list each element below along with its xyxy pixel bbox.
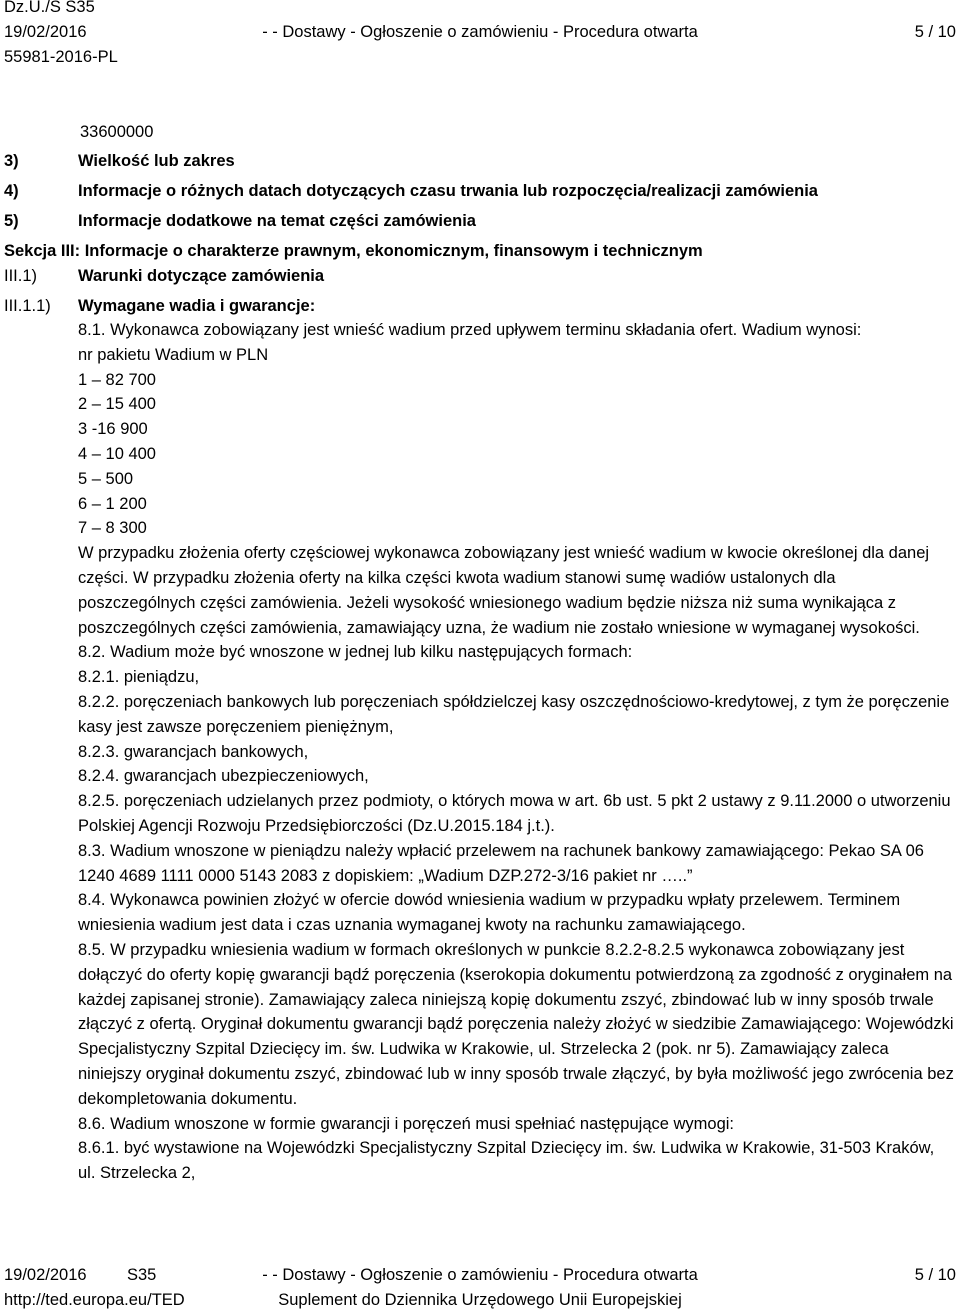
section-3-title: Sekcja III: Informacje o charakterze prawnym, ekonomicznym, finansowym i technicznym bbox=[4, 242, 703, 260]
paragraph-8-2-2: 8.2.2. poręczeniach bankowych lub poręczeniach spółdzielczej kasy oszczędnościowo-kredytowej, z tym że poręczenie kasy jest zawsze poręczeniem pieniężnym, bbox=[78, 692, 950, 736]
section-iii1-number: III.1) bbox=[4, 267, 38, 285]
section-iii11-heading: Wymagane wadia i gwarancje: bbox=[78, 297, 316, 315]
item-4-number: 4) bbox=[4, 182, 19, 200]
footer-page-number: 5 / 10 bbox=[914, 1266, 956, 1284]
footer-url[interactable]: http://ted.europa.eu/TED bbox=[4, 1291, 185, 1309]
paragraph-8-6-1: 8.6.1. być wystawione na Wojewódzki Specjalistyczny Szpital Dziecięcy im. św. Ludwika w Krakowie, 31-503 Kraków, ul. Strzelecka 2, bbox=[78, 1139, 935, 1183]
deposit-requirements-text bbox=[78, 318, 956, 1186]
paragraph-8-2-1: 8.2.1. pieniądzu, bbox=[78, 668, 200, 687]
paragraph-8-4: 8.4. Wykonawca powinien złożyć w ofercie dowód wniesienia wadium w przypadku wpłaty przelewem. Terminem wniesienia wadium jest data i czas uznania wymaganej kwoty na rachunku zamawiającego. bbox=[78, 891, 901, 935]
deposit-table-header: nr pakietu Wadium w PLN bbox=[78, 345, 269, 364]
deposit-row: 5 – 500 bbox=[78, 469, 134, 488]
paragraph-8-3: 8.3. Wadium wnoszone w pieniądzu należy wpłacić przelewem na rachunek bankowy zamawiającego: Pekao SA 06 1240 4689 1111 0000 5143 2083 z dopiskiem: „Wadium DZP.272-3/16 pakiet nr …..” bbox=[78, 841, 924, 885]
footer-supplement: Suplement do Dziennika Urzędowego Unii Europejskiej bbox=[278, 1291, 682, 1309]
section-iii11-number: III.1.1) bbox=[4, 297, 51, 315]
document-id: 55981-2016-PL bbox=[4, 48, 118, 66]
item-5-number: 5) bbox=[4, 212, 19, 230]
deposit-row: 2 – 15 400 bbox=[78, 395, 156, 414]
paragraph-8-2-4: 8.2.4. gwarancjach ubezpieczeniowych, bbox=[78, 767, 369, 786]
deposit-row: 3 -16 900 bbox=[78, 420, 148, 439]
item-5-heading: Informacje dodatkowe na temat części zamówienia bbox=[78, 212, 476, 230]
item-3-number: 3) bbox=[4, 152, 19, 170]
header-page-number: 5 / 10 bbox=[914, 23, 956, 41]
header-title: - - Dostawy - Ogłoszenie o zamówieniu - Procedura otwarta bbox=[262, 23, 698, 41]
footer-title: - - Dostawy - Ogłoszenie o zamówieniu - Procedura otwarta bbox=[262, 1266, 698, 1284]
item-4-heading: Informacje o różnych datach dotyczących czasu trwania lub rozpoczęcia/realizacji zamówienia bbox=[78, 182, 818, 200]
paragraph-8-1: 8.1. Wykonawca zobowiązany jest wnieść wadium przed upływem terminu składania ofert. Wadium wynosi: bbox=[78, 321, 862, 339]
paragraph-8-6: 8.6. Wadium wnoszone w formie gwarancji i poręczeń musi spełniać następujące wymogi: bbox=[78, 1114, 735, 1133]
paragraph-8-2: 8.2. Wadium może być wnoszone w jednej lub kilku następujących formach: bbox=[78, 643, 633, 662]
footer-series: S35 bbox=[127, 1266, 157, 1284]
footer-date: 19/02/2016 bbox=[4, 1266, 87, 1284]
cpv-code: 33600000 bbox=[80, 123, 154, 141]
paragraph-8-2-5: 8.2.5. poręczeniach udzielanych przez podmioty, o których mowa w art. 6b ust. 5 pkt 2 ustawy z 9.11.2000 o utworzeniu Polskiej Agencji Rozwoju Przedsiębiorczości (Dz.U.2015.184 j.t.). bbox=[78, 792, 951, 835]
header-date: 19/02/2016 bbox=[4, 23, 87, 41]
deposit-row: 7 – 8 300 bbox=[78, 519, 147, 538]
section-iii1-heading: Warunki dotyczące zamówienia bbox=[78, 267, 325, 285]
partial-offer-paragraph: W przypadku złożenia oferty częściowej wykonawca zobowiązany jest wnieść wadium w kwocie określonej dla danej części. W przypadku złożenia oferty na kilka części kwota wadium stanowi sumę wadiów ustalonych dla poszczególnych części zamówienia. Jeżeli wysokość wniesionego wadium będzie niższa niż suma wynikająca z poszczególnych części zamówienia, zamawiający uzna, że wadium nie zostało wniesione w wymaganej wysokości. bbox=[78, 544, 930, 637]
deposit-row: 6 – 1 200 bbox=[78, 494, 147, 513]
item-3-heading: Wielkość lub zakres bbox=[78, 152, 235, 170]
paragraph-8-2-3: 8.2.3. gwarancjach bankowych, bbox=[78, 742, 309, 761]
journal-ref: Dz.U./S S35 bbox=[4, 0, 95, 16]
paragraph-8-5: 8.5. W przypadku wniesienia wadium w formach określonych w punkcie 8.2.2-8.2.5 wykonawca zobowiązany jest dołączyć do oferty kopię gwarancji bądź poręczenia (kserokopia dokumentu potwierdzoną za zgodność z oryginałem na każdej zapisanej stronie). Zamawiający zaleca niniejszą kopię dokumentu zszyć, zbindować lub w inny sposób trwale złączyć z ofertą. Oryginał dokumentu gwarancji bądź poręczenia należy złożyć w siedzibie Zamawiającego: Wojewódzki Specjalistyczny Szpital Dziecięcy im. św. Ludwika w Krakowie, ul. Strzelecka 2 (pok. nr 5). Zamawiający zaleca niniejszy oryginał dokumentu zszyć, zbindować lub w inny sposób trwale złączyć, by była możliwość jego zwrócenia bez dekompletowania dokumentu. bbox=[78, 940, 954, 1108]
deposit-row: 1 – 82 700 bbox=[78, 370, 156, 389]
deposit-row: 4 – 10 400 bbox=[78, 444, 156, 463]
